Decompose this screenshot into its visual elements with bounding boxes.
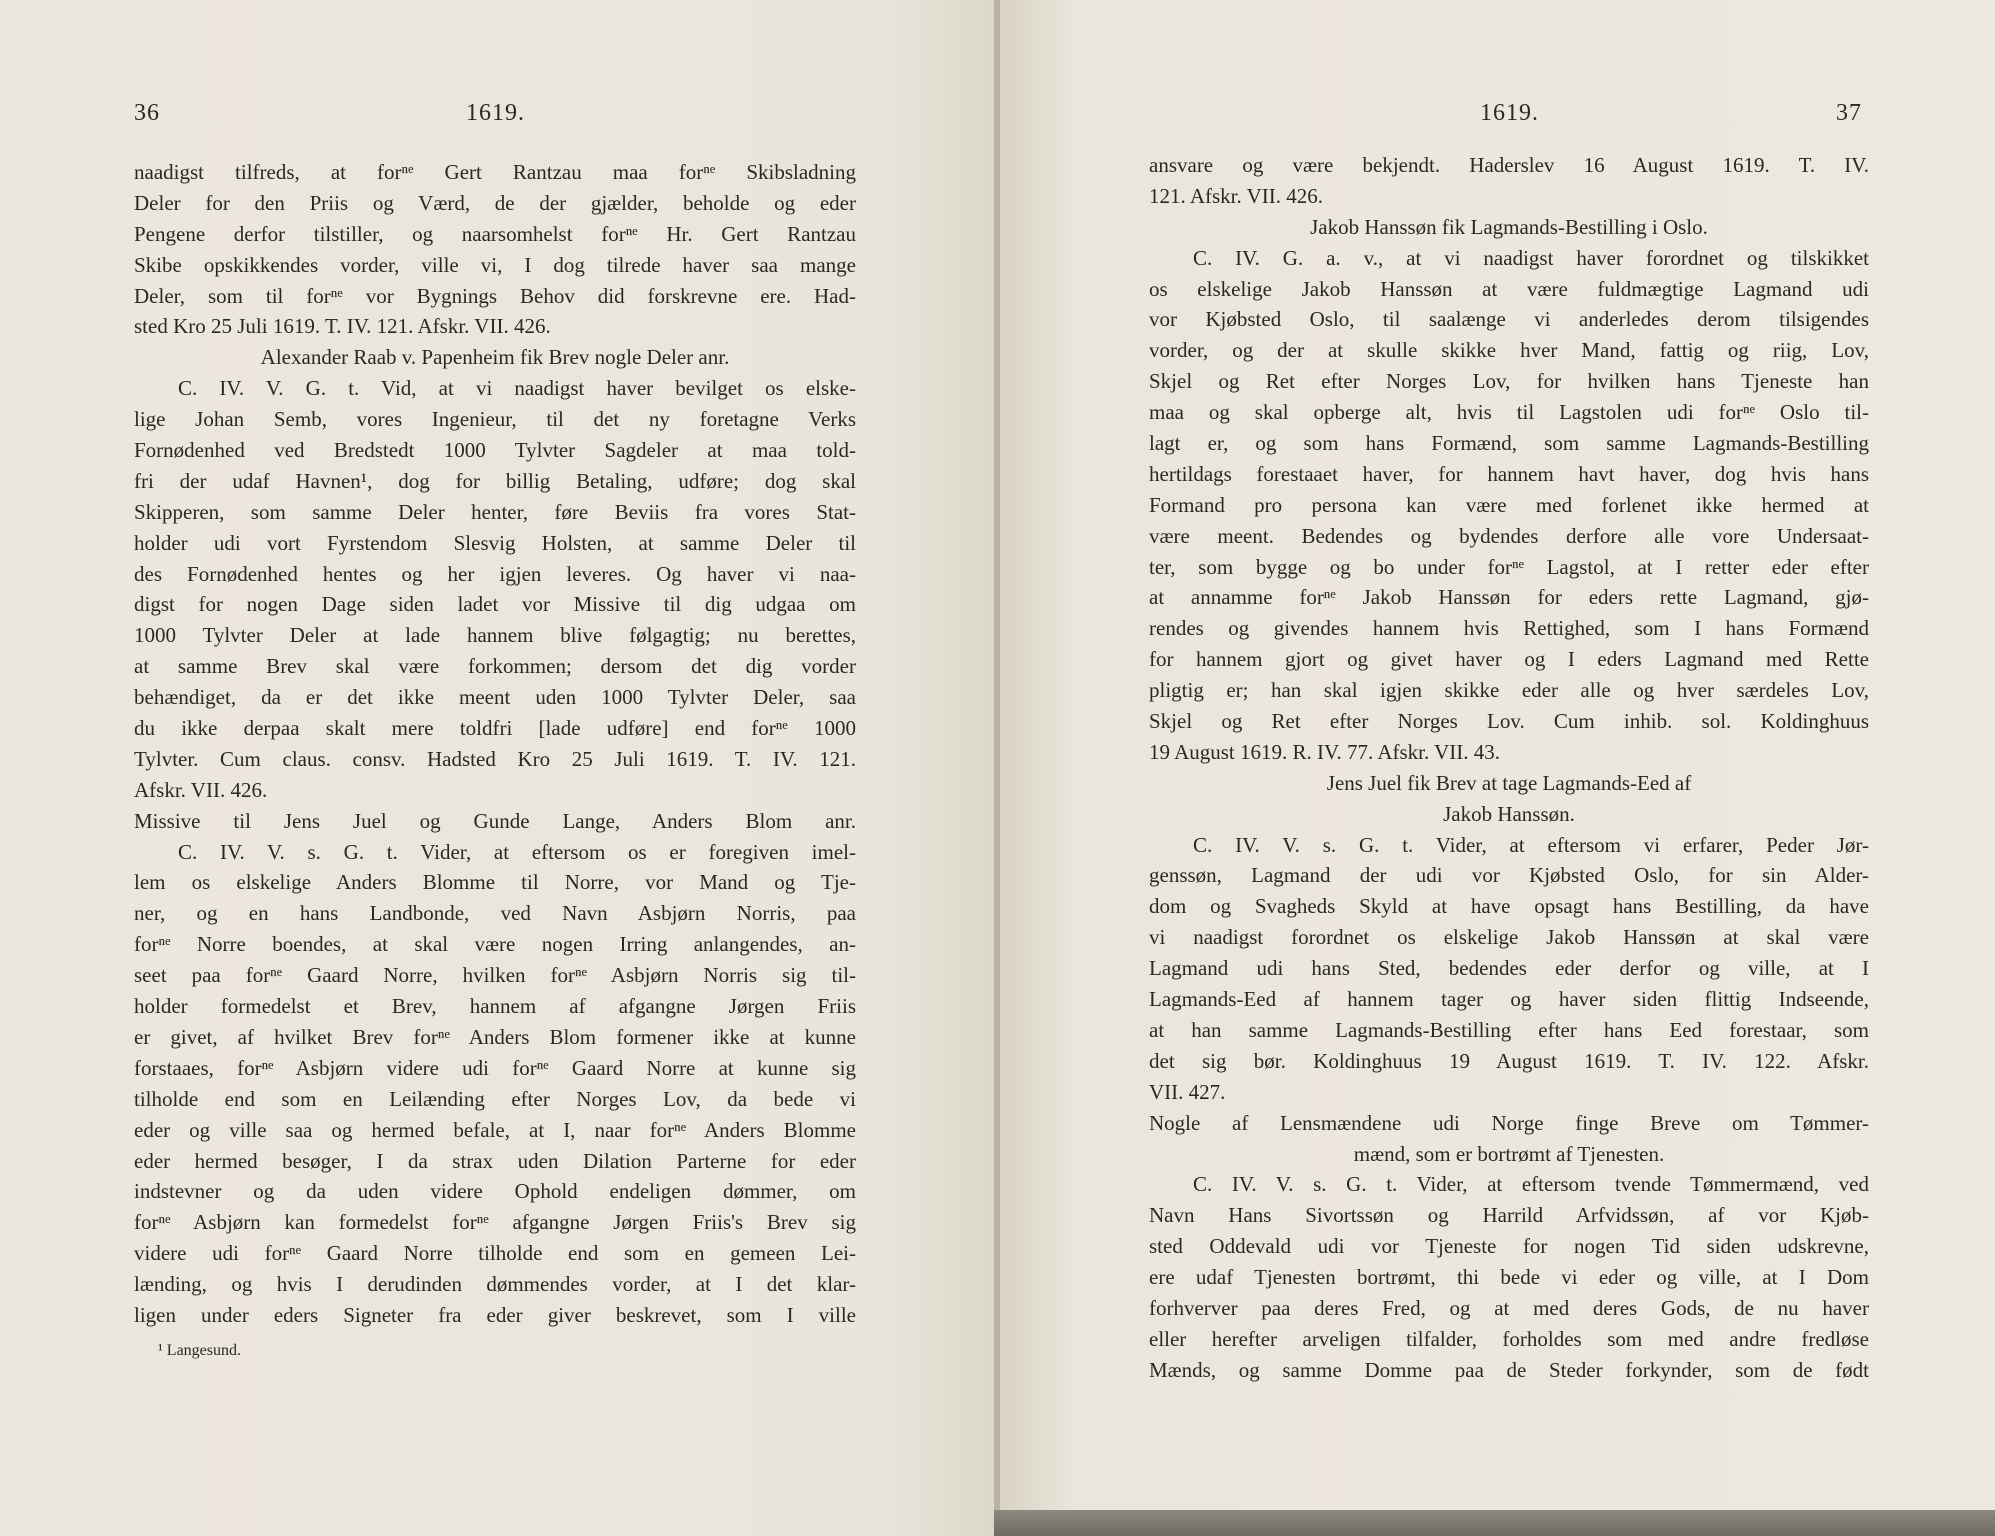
right-text-line: Formand pro persona kan være med forlenet ikke hermed at xyxy=(1149,492,1869,517)
book-bottom-edge xyxy=(994,1510,1995,1536)
left-body-text xyxy=(134,157,856,1331)
right-text-line: det sig bør. Koldinghuus 19 August 1619. T. IV. 122. Afskr. xyxy=(1149,1048,1869,1073)
left-page xyxy=(0,0,994,1536)
left-text-line: ner, og en hans Landbonde, ved Navn Asbjørn Norris, paa xyxy=(134,901,856,926)
left-text-line: Deler, som til forⁿᵉ vor Bygnings Behov did forskrevne ere. Had- xyxy=(134,283,856,308)
left-text-line: C. IV. V. G. t. Vid, at vi naadigst haver bevilget os elske- xyxy=(178,376,856,401)
right-text-line: forhverver paa deres Fred, og at med deres Gods, de nu haver xyxy=(1149,1295,1869,1320)
left-text-line: forstaaes, forⁿᵉ Asbjørn videre udi forⁿᵉ Gaard Norre at kunne sig xyxy=(134,1055,856,1080)
right-text-line: VII. 427. xyxy=(1149,1079,1226,1104)
left-text-line: seet paa forⁿᵉ Gaard Norre, hvilken forⁿᵉ Asbjørn Norris sig til- xyxy=(134,963,856,988)
footnote-left: ¹ Langesund. xyxy=(158,1342,241,1359)
right-text-line: os elskelige Jakob Hanssøn at være fuldmægtige Lagmand udi xyxy=(1149,276,1869,301)
right-text-line: mænd, som er bortrømt af Tjenesten. xyxy=(1353,1141,1665,1166)
right-text-line: lagt er, og som hans Formænd, som samme Lagmands-Bestilling xyxy=(1149,431,1869,456)
left-text-line: eder hermed besøger, I da strax uden Dilation Parterne for eder xyxy=(134,1148,856,1173)
left-text-line: er givet, af hvilket Brev forⁿᵉ Anders Blom formener ikke at kunne xyxy=(134,1024,856,1049)
left-text-line: lem os elskelige Anders Blomme til Norre, vor Mand og Tje- xyxy=(134,870,856,895)
right-text-line: Jakob Hanssøn. xyxy=(1443,801,1575,826)
right-text-line: at han samme Lagmands-Bestilling efter hans Eed forestaar, som xyxy=(1149,1017,1869,1042)
left-text-line: 1000 Tylvter Deler at lade hannem blive følgagtig; nu berettes, xyxy=(134,623,856,648)
right-text-line: vor Kjøbsted Oslo, til saalænge vi anderledes derom tilsigendes xyxy=(1149,307,1869,332)
left-text-line: holder formedelst et Brev, hannem af afgangne Jørgen Friis xyxy=(134,994,856,1019)
left-text-line: lige Johan Semb, vores Ingenieur, til det ny foretagne Verks xyxy=(134,407,856,432)
page-number-left: 36 xyxy=(134,100,160,126)
right-text-line: rendes og givendes hannem hvis Rettighed, som I hans Formænd xyxy=(1149,616,1869,641)
left-text-line: forⁿᵉ Norre boendes, at skal være nogen Irring anlangendes, an- xyxy=(134,932,856,957)
right-text-line: genssøn, Lagmand der udi vor Kjøbsted Oslo, for sin Alder- xyxy=(1149,863,1869,888)
right-text-line: C. IV. G. a. v., at vi naadigst haver forordnet og tilskikket xyxy=(1193,245,1869,270)
left-text-line: naadigst tilfreds, at forⁿᵉ Gert Rantzau maa forⁿᵉ Skibsladning xyxy=(134,160,856,184)
right-text-line: Lagmands-Eed af hannem tager og haver siden flittig Indseende, xyxy=(1149,987,1869,1012)
right-text-line: C. IV. V. s. G. t. Vider, at eftersom vi erfarer, Peder Jør- xyxy=(1193,832,1869,857)
left-text-line: holder udi vort Fyrstendom Slesvig Holsten, at samme Deler til xyxy=(134,530,856,555)
running-head-left: 1619. xyxy=(466,100,525,126)
left-text-line: digst for nogen Dage siden ladet vor Missive til dig udgaa om xyxy=(134,592,856,617)
right-text-line: at annamme forⁿᵉ Jakob Hanssøn for eders rette Lagmand, gjø- xyxy=(1149,585,1869,610)
left-text-line: Skipperen, som samme Deler henter, føre Beviis fra vores Stat- xyxy=(134,499,856,524)
left-text-line: tilholde end som en Leilænding efter Norges Lov, da bede vi xyxy=(134,1086,856,1111)
right-text-line: 19 August 1619. R. IV. 77. Afskr. VII. 43. xyxy=(1149,739,1501,764)
left-text-line: Missive til Jens Juel og Gunde Lange, Anders Blom anr. xyxy=(134,808,856,833)
left-text-line: videre udi forⁿᵉ Gaard Norre tilholde end som en gemeen Lei- xyxy=(134,1241,856,1266)
right-text-line: Jens Juel fik Brev at tage Lagmands-Eed af xyxy=(1326,770,1692,795)
left-text-line: Tylvter. Cum claus. consv. Hadsted Kro 25 Juli 1619. T. IV. 121. xyxy=(134,746,856,771)
left-text-line: at samme Brev skal være forkommen; dersom det dig vorder xyxy=(134,654,856,679)
left-text-line: Pengene derfor tilstiller, og naarsomhelst forⁿᵉ Hr. Gert Rantzau xyxy=(134,221,856,246)
left-text-line: Afskr. VII. 426. xyxy=(134,777,268,802)
left-text-line: des Fornødenhed hentes og her igjen leveres. Og haver vi naa- xyxy=(134,561,856,586)
left-text-line: forⁿᵉ Asbjørn kan formedelst forⁿᵉ afgangne Jørgen Friis's Brev sig xyxy=(134,1210,856,1235)
left-text-line: Skibe opskikkendes vorder, ville vi, I dog tilrede haver saa mange xyxy=(134,252,856,277)
right-text-line: Jakob Hanssøn fik Lagmands-Bestilling i Oslo. xyxy=(1310,214,1708,239)
right-text-line: være meent. Bedendes og bydendes derfore alle vore Undersaat- xyxy=(1149,523,1869,548)
left-text-line: behændiget, da er det ikke meent uden 1000 Tylvter Deler, saa xyxy=(134,685,856,710)
left-text-line: sted Kro 25 Juli 1619. T. IV. 121. Afskr. VII. 426. xyxy=(134,314,551,339)
right-text-line: Mænds, og samme Domme paa de Steder forkynder, som de født xyxy=(1149,1357,1869,1382)
right-text-line: eller herefter arveligen tilfalder, forholdes som med andre fredløse xyxy=(1149,1326,1869,1351)
left-text-line: Fornødenhed ved Bredstedt 1000 Tylvter Sagdeler at maa told- xyxy=(134,438,856,463)
left-text-line: C. IV. V. s. G. t. Vider, at eftersom os er foregiven imel- xyxy=(178,839,856,864)
page-number-right: 37 xyxy=(1836,100,1862,126)
right-text-line: C. IV. V. s. G. t. Vider, at eftersom tvende Tømmermænd, ved xyxy=(1193,1172,1869,1197)
left-text-line: du ikke derpaa skalt mere toldfri [lade udføre] end forⁿᵉ 1000 xyxy=(134,716,856,741)
left-text-line: fri der udaf Havnen¹, dog for billig Betaling, udføre; dog skal xyxy=(134,468,856,493)
right-text-line: Skjel og Ret efter Norges Lov. Cum inhib. sol. Koldinghuus xyxy=(1149,709,1869,734)
right-text-line: vorder, og der at skulle skikke hver Mand, fattig og riig, Lov, xyxy=(1149,338,1869,363)
right-text-line: sted Oddevald udi vor Tjeneste for nogen Tid siden udskrevne, xyxy=(1149,1234,1869,1259)
right-text-line: pligtig er; han skal igjen skikke eder alle og hver særdeles Lov, xyxy=(1149,678,1869,703)
left-text-line: lænding, og hvis I derudinden dømmendes vorder, at I det klar- xyxy=(134,1272,856,1297)
left-text-line: Deler for den Priis og Værd, de der gjælder, beholde og eder xyxy=(134,190,856,215)
left-text-line: indstevner og da uden videre Ophold endeligen dømmer, om xyxy=(134,1179,856,1204)
right-text-line: Nogle af Lensmændene udi Norge finge Breve om Tømmer- xyxy=(1149,1110,1869,1135)
right-text-line: Lagmand udi hans Sted, bedendes eder derfor og ville, at I xyxy=(1149,956,1869,981)
left-text-line: ligen under eders Signeter fra eder giver beskrevet, som I ville xyxy=(134,1302,856,1327)
right-text-line: ansvare og være bekjendt. Haderslev 16 August 1619. T. IV. xyxy=(1149,153,1869,177)
right-text-line: 121. Afskr. VII. 426. xyxy=(1149,183,1324,208)
right-text-line: maa og skal opberge alt, hvis til Lagstolen udi forⁿᵉ Oslo til- xyxy=(1149,400,1869,425)
left-text-line: Alexander Raab v. Papenheim fik Brev nogle Deler anr. xyxy=(260,345,730,370)
right-page xyxy=(1000,0,1995,1536)
right-text-line: Skjel og Ret efter Norges Lov, for hvilken hans Tjeneste han xyxy=(1149,369,1869,394)
running-head-right: 1619. xyxy=(1480,100,1539,126)
right-text-line: Navn Hans Sivortssøn og Harrild Arfvidssøn, af vor Kjøb- xyxy=(1149,1203,1869,1228)
right-text-line: vi naadigst forordnet os elskelige Jakob Hanssøn at skal være xyxy=(1149,925,1869,950)
right-text-line: ere udaf Tjenesten bortrømt, thi bede vi eder og ville, at I Dom xyxy=(1149,1265,1869,1290)
right-text-line: for hannem gjort og givet haver og I eders Lagmand med Rette xyxy=(1149,647,1869,672)
right-text-line: ter, som bygge og bo under forⁿᵉ Lagstol, at I retter eder efter xyxy=(1149,554,1869,579)
right-body-text xyxy=(1149,150,1869,1386)
right-text-line: hertildags forestaaet haver, for hannem havt haver, dog hvis hans xyxy=(1149,461,1869,486)
right-text-line: dom og Svagheds Skyld at have opsagt hans Bestilling, da have xyxy=(1149,894,1869,919)
left-text-line: eder og ville saa og hermed befale, at I, naar forⁿᵉ Anders Blomme xyxy=(134,1117,856,1142)
